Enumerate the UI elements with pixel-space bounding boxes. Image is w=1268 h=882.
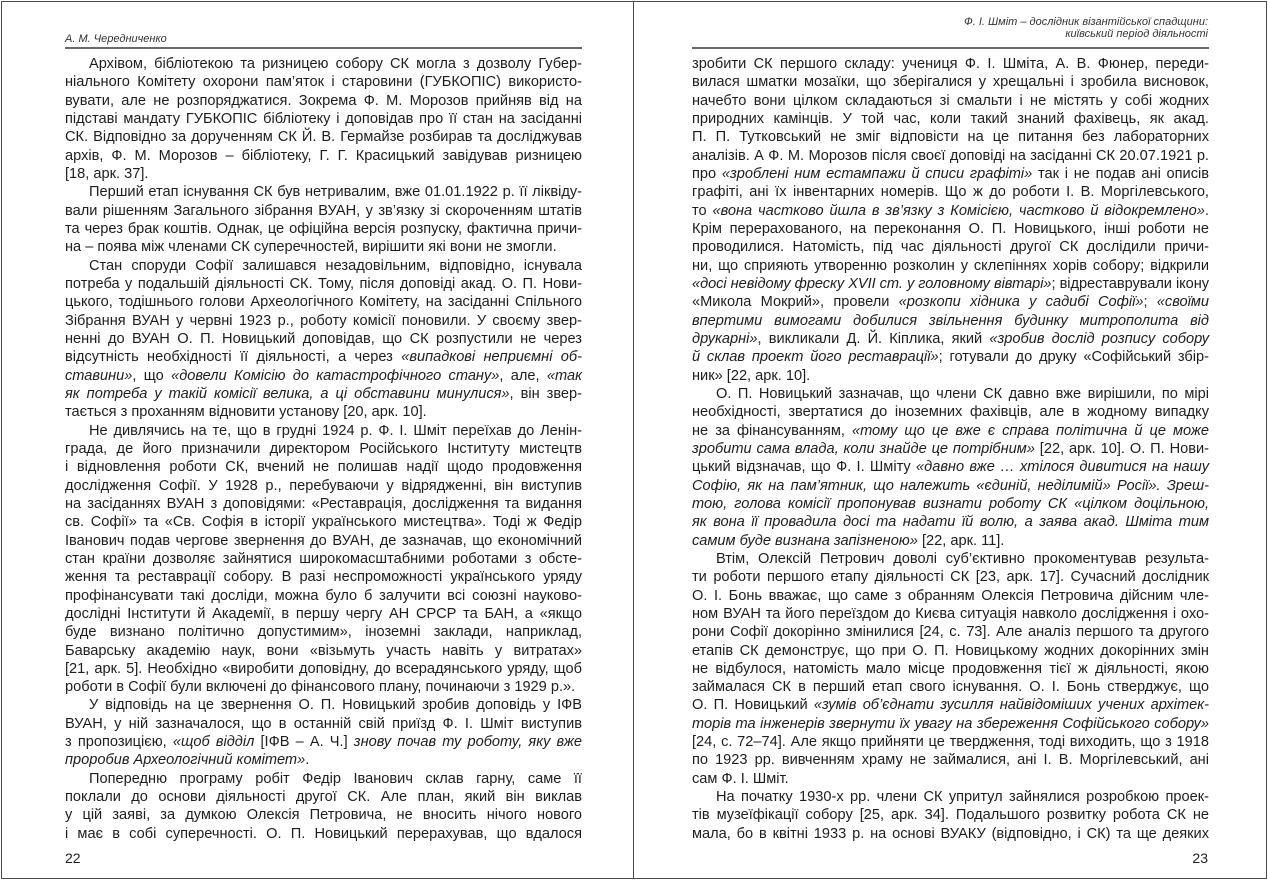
text-run: , він звер- xyxy=(509,385,583,402)
italic-quote: Софію, як на пам’ятник, що належить «єдиній, неділимій» Росії». Зреш- xyxy=(692,477,1209,494)
text-line xyxy=(65,587,582,605)
text-run: У відповідь на це звернення О. П. Новицький зробив доповідь у ІФВ xyxy=(89,697,582,714)
text-run: , що xyxy=(132,367,172,384)
text-run: ; готували до друку «Софійський збір- xyxy=(938,349,1209,366)
text-run: потреба у подальшій діяльності СК. Тому, після доповіді акад. О. П. Нови- xyxy=(65,275,582,292)
text-run: [22, арк. 11]. xyxy=(917,532,1005,549)
text-run: О. П. Новицький зазначав, що члени СК давно вже вирішили, по мірі xyxy=(716,385,1209,402)
text-run: Архівом, бібліотекою та ризницею собору СК могла з дозволу Губер- xyxy=(89,56,582,72)
text-line xyxy=(692,128,1209,146)
text-line xyxy=(692,147,1209,165)
text-run: ненні до ВУАН О. П. Новицький доповідав, що СК розпустили не через xyxy=(65,330,582,347)
italic-quote: «зумів об’єднати зусилля найвідоміших учених архітек- xyxy=(813,697,1209,714)
text-line xyxy=(692,422,1209,440)
text-run: не відбулося, натомість мало місце продовження тієї ж діяльності, якою xyxy=(692,660,1209,677)
italic-quote: проробив Археологічний комітет» xyxy=(65,752,306,769)
running-head-author: А. М. Чередниченко xyxy=(65,33,167,45)
text-run: рони Софії докорінно змінилися [24, с. 73]. Але аналіз першого та другого xyxy=(692,624,1209,641)
text-run: Перший етап існування СК був нетривалим, вже 01.01.1922 р. її ліквіду- xyxy=(89,184,582,201)
italic-quote: «тому що це вже є справа політична й це може xyxy=(851,422,1209,439)
paragraph xyxy=(692,55,1209,385)
text-line xyxy=(65,55,582,73)
text-run: Баварську академію наук, вони «візьмуть участь навіть у витратах» xyxy=(65,642,582,659)
italic-quote: торів та інженерів звернути їх увагу на збереження Софійського собору» xyxy=(692,715,1209,732)
page-number: 22 xyxy=(65,850,81,866)
text-run: «Микола Мокрий», провели xyxy=(692,294,899,311)
text-line xyxy=(65,715,582,733)
text-run: тів музеїфікації собору [25, арк. 34]. Подальшого розвитку робота СК не xyxy=(692,807,1209,824)
italic-quote: ставини» xyxy=(65,367,133,384)
text-line xyxy=(65,202,582,220)
italic-quote: «своїми xyxy=(1156,294,1209,311)
text-run: Крім перерахованого, на переконання О. П. Новицького, інші роботи не xyxy=(692,220,1209,237)
text-run: буде визнано політично допустимим», іноземні заклади, наприклад, xyxy=(65,624,582,641)
italic-quote: як потреба у такій комісії велика, а ці обставини минулися» xyxy=(65,385,510,402)
text-line xyxy=(65,623,582,641)
text-run: СК. Відповідно за дорученням СК Й. В. Гермайзе розбирав та досліджував xyxy=(65,129,582,146)
running-head-line: Ф. І. Шміт – дослідник візантійської спадщини: xyxy=(964,16,1208,28)
header-rule xyxy=(692,47,1209,49)
text-line xyxy=(692,73,1209,91)
text-run: вилася шматки мозаїки, що зберігалися у хрещальні і зробила висновок, xyxy=(692,74,1209,91)
text-run: архів, Ф. М. Морозов – бібліотеку, Г. Г. Красицький завідував ризницею xyxy=(65,147,582,164)
text-run: [18, арк. 37]. xyxy=(65,165,149,182)
text-line xyxy=(65,477,582,495)
italic-quote: самим буде визнана запізненою» xyxy=(692,532,918,549)
text-line xyxy=(692,275,1209,293)
text-line xyxy=(65,238,582,256)
text-line xyxy=(65,367,582,385)
text-run: начебто вони цілком складаються зі смальти і не містять у собі жодних xyxy=(692,92,1209,109)
text-line xyxy=(65,642,582,660)
text-run: мала, бо в квітні 1933 р. на основі ВУАКУ (відповідно, і СК) та ще деяких xyxy=(692,825,1209,842)
text-run: не за фінансуванням, xyxy=(692,422,852,439)
text-run: роботи в Софії були включені до фінансового плану, починаючи з 1929 р.». xyxy=(65,679,576,696)
paragraph xyxy=(65,770,582,843)
text-line xyxy=(65,110,582,128)
text-run: [ІФВ – А. Ч.] xyxy=(254,734,354,751)
text-run: займалася СК в перший етап свого існування. О. І. Бонь стверджує, що xyxy=(692,679,1209,696)
text-run: Попередню програму робіт Федір Іванович склав гарну, саме її xyxy=(89,770,582,787)
text-line xyxy=(65,403,582,421)
text-run: сам Ф. І. Шміт. xyxy=(692,770,789,787)
text-line xyxy=(65,770,582,788)
running-head-title xyxy=(964,16,1208,40)
text-line xyxy=(65,806,582,824)
text-run: О. І. Бонь вважає, що саме з обранням Олексія Петровича дійсним чле- xyxy=(692,587,1209,604)
text-run: Зібрання ВУАН у червні 1923 р., роботу комісії поновили. У своєму звер- xyxy=(65,312,582,329)
paragraph xyxy=(692,788,1209,843)
italic-quote: «вона частково йшла в зв’язку з Комісією, частково й відокремлено» xyxy=(712,202,1205,219)
text-line xyxy=(65,128,582,146)
text-run: природних камінців. У той час, коли такий знаний фахівець, як акад. xyxy=(692,110,1209,127)
text-run: проводилися. Натомість, під час діяльності другої СК дослідили причи- xyxy=(692,239,1209,256)
paragraph xyxy=(65,55,582,183)
text-run: цького, тодішнього голови Археологічного Комітету, на засіданні Спільного xyxy=(65,294,582,311)
text-line xyxy=(65,696,582,714)
paragraph xyxy=(65,696,582,769)
text-line xyxy=(65,458,582,476)
text-line xyxy=(692,348,1209,366)
text-line xyxy=(65,220,582,238)
italic-quote: «зробив дослід розпису собору xyxy=(989,330,1210,347)
text-run: ник» [22, арк. 10]. xyxy=(692,367,811,384)
text-run: св. Софії» та «Св. Софія в історії українського мистецтва». Тоді ж Федір xyxy=(65,514,582,531)
text-line xyxy=(65,660,582,678)
text-run: , але, xyxy=(499,367,547,384)
text-line xyxy=(692,312,1209,330)
text-line xyxy=(65,678,582,696)
italic-quote: «розкопи хідника у садибі Софії» xyxy=(898,294,1144,311)
text-run: О. П. Новицький xyxy=(692,697,814,714)
text-line xyxy=(692,55,1209,73)
text-line xyxy=(65,568,582,586)
text-run: так і не подав ані описів xyxy=(1032,165,1209,182)
text-line xyxy=(692,513,1209,531)
text-line xyxy=(692,770,1209,788)
italic-quote: впертими вимогами добилися звільнення будинку митрополита від xyxy=(692,312,1209,329)
italic-quote: й склав проект його реставрації» xyxy=(692,349,939,366)
paragraph xyxy=(692,385,1209,550)
body-text xyxy=(65,55,582,843)
text-run: то xyxy=(692,202,713,219)
text-line xyxy=(692,678,1209,696)
text-line xyxy=(692,715,1209,733)
text-line xyxy=(692,403,1209,421)
text-line xyxy=(692,330,1209,348)
text-run: [22, арк. 10]. О. П. Нови- xyxy=(1034,440,1209,457)
text-line xyxy=(692,385,1209,403)
text-line xyxy=(65,330,582,348)
page-left xyxy=(1,1,634,879)
italic-quote: «так xyxy=(546,367,583,384)
text-line xyxy=(692,623,1209,641)
text-line xyxy=(65,275,582,293)
text-line xyxy=(65,257,582,275)
text-run: про xyxy=(692,165,722,182)
text-run: тається з проханням відновити установу [20, арк. 10]. xyxy=(65,404,427,421)
text-line xyxy=(692,183,1209,201)
text-line xyxy=(692,696,1209,714)
page-right xyxy=(634,1,1267,879)
text-run: дослідження Софії. У 1928 р., перебуваючи у відрядженні, він виступив xyxy=(65,477,582,494)
text-line xyxy=(65,165,582,183)
paragraph xyxy=(65,257,582,422)
italic-quote: «досі невідому фреску XVII ст. у головному вівтарі» xyxy=(692,275,1052,292)
text-line xyxy=(692,293,1209,311)
text-run: на – поява між членами СК суперечностей, вирішити які вони не змогли. xyxy=(65,239,557,256)
text-line xyxy=(65,825,582,843)
text-run: [24, с. 72–74]. Але якщо прийняти це твердження, тоді виходить, що з 1918 xyxy=(692,734,1209,751)
text-run: Втім, Олексій Петрович доволі суб’єктивно прокоментував результа- xyxy=(716,550,1209,567)
text-line xyxy=(65,733,582,751)
text-line xyxy=(65,495,582,513)
italic-quote: «довели Комісію до катастрофічного стану» xyxy=(171,367,500,384)
text-line xyxy=(692,550,1209,568)
text-run: ти роботи першого етапу діяльності СК [23, арк. 17]. Сучасний дослідник xyxy=(692,569,1209,586)
text-line xyxy=(692,660,1209,678)
text-run: і має в собі суперечності. О. П. Новицький перерахував, що вдалося xyxy=(65,825,582,842)
text-run: ВУАН, у ній зазначалося, що в останній свій приїзд Ф. І. Шміт виступив xyxy=(65,715,582,732)
text-run: поклали до основи діяльності другої СК. Але план, який він виклав xyxy=(65,789,582,806)
text-line xyxy=(692,458,1209,476)
text-run: ни, що сприяють утворенню розколин у склепіннях хорів собору; відкрили xyxy=(692,257,1209,274)
text-run: Стан споруди Софії залишався незадовільним, відповідно, існувала xyxy=(89,257,582,274)
text-line xyxy=(65,73,582,91)
text-line xyxy=(692,202,1209,220)
text-line xyxy=(65,751,582,769)
text-run: цький відзначав, що Ф. І. Шміту xyxy=(692,459,917,476)
text-line xyxy=(692,495,1209,513)
text-line xyxy=(692,440,1209,458)
text-run: П. П. Тутковський не зміг відповісти на це питання без лабораторних xyxy=(692,129,1209,146)
italic-quote: «щоб відділ xyxy=(172,734,255,751)
text-line xyxy=(692,220,1209,238)
text-run: підставі мандату ГУБКОПІС бібліотеку і доповідав про її стан на засіданні xyxy=(65,110,582,127)
text-line xyxy=(692,165,1209,183)
text-run: на засіданнях ВУАН з доповідями: «Реставрація, дослідження та видання xyxy=(65,495,582,512)
text-line xyxy=(65,422,582,440)
text-run: . xyxy=(305,752,310,769)
text-line xyxy=(692,806,1209,824)
text-run: вали рішенням Загального зібрання ВУАН, у зв’язку зі скороченням штатів xyxy=(65,202,582,219)
text-run: з пропозицією, xyxy=(65,734,173,751)
text-line xyxy=(692,532,1209,550)
text-line xyxy=(692,238,1209,256)
italic-quote: знову почав ту роботу, яку вже xyxy=(353,734,582,751)
text-run: вувати, але не розпоряджатися. Зокрема Ф. М. Морозов прийняв від на xyxy=(65,92,582,109)
text-line xyxy=(65,440,582,458)
text-line xyxy=(65,183,582,201)
text-run: Іванович подав чергове звернення до ВУАН, де зазначав, що економічний xyxy=(65,532,582,549)
text-run: профінансувати такі досліди, можна було б залучити всі союзні науково- xyxy=(65,587,582,604)
text-line xyxy=(692,257,1209,275)
text-run: ніального Комітету охорони пам’яток і старовини (ГУБКОПІС) використо- xyxy=(65,74,582,91)
text-run: необхідності, звертатися до іноземних фахівців, але в жодному випадку xyxy=(692,404,1209,421)
text-line xyxy=(692,825,1209,843)
text-line xyxy=(692,642,1209,660)
text-line xyxy=(692,733,1209,751)
text-run: Не дивлячись на те, що в грудні 1924 р. Ф. І. Шміт переїхав до Ленін- xyxy=(89,422,582,439)
body-text xyxy=(692,55,1209,843)
text-line xyxy=(65,605,582,623)
text-run: відсутність необхідності її діяльності, а через xyxy=(65,349,402,366)
italic-quote: зробити сама влада, коли знайде це потрібним» xyxy=(692,440,1035,457)
text-run: стан країни дозволяє зайнятися широкомасштабними роботами з обсте- xyxy=(65,550,582,567)
text-line xyxy=(65,92,582,110)
text-line xyxy=(65,312,582,330)
text-line xyxy=(65,348,582,366)
text-line xyxy=(65,788,582,806)
text-run: зробити СК першого складу: учениця Ф. І. Шміта, А. В. Фюнер, переди- xyxy=(692,56,1209,72)
paragraph xyxy=(65,422,582,697)
text-line xyxy=(692,587,1209,605)
text-line xyxy=(692,110,1209,128)
text-run: [21, арк. 5]. Необхідно «виробити доповідну, до всерадянського уряду, щоб xyxy=(65,660,582,677)
text-run: і відновлення роботи СК, вчений не полишав надії щодо продовження xyxy=(65,459,582,476)
text-run: та через брак коштів. Однак, це офіційна версія розпуску, фактична причи- xyxy=(65,220,582,237)
text-line xyxy=(65,513,582,531)
text-run: ження та реставрації собору. В разі неспроможності українського уряду xyxy=(65,569,582,586)
text-line xyxy=(65,532,582,550)
page-number: 23 xyxy=(1192,850,1208,866)
italic-quote: «випадкові неприємні об- xyxy=(401,349,582,366)
text-line xyxy=(692,477,1209,495)
italic-quote: тою, голова комісії пропонував визнати роботу СК «цілком доцільною, xyxy=(692,495,1209,512)
text-run: ; xyxy=(1143,294,1157,311)
text-run: по 1923 рр. вивченням храму не займалися, ані І. В. Моргілевський, ані xyxy=(692,752,1209,769)
text-line xyxy=(65,385,582,403)
italic-quote: «зроблені ним естампажи й списи графіті» xyxy=(721,165,1033,182)
text-run: ном ВУАН та його переїздом до Києва ситуація навколо дослідження і охо- xyxy=(692,605,1209,622)
text-line xyxy=(65,550,582,568)
text-run: графіті, ані їх інвентарних номерів. Що ж до роботи І. В. Моргілевського, xyxy=(692,184,1209,201)
text-line xyxy=(692,751,1209,769)
text-line xyxy=(65,147,582,165)
text-line xyxy=(692,367,1209,385)
text-run: На початку 1930-х рр. члени СК упритул зайнялися розробкою проек- xyxy=(716,789,1209,806)
running-head-line: київський період діяльності xyxy=(1065,28,1208,40)
text-run: , викликали Д. Й. Кіплика, який xyxy=(757,330,990,347)
paragraph xyxy=(65,183,582,256)
text-run: етапів СК демонструє, що при О. П. Новицькому жодних докорінних змін xyxy=(692,642,1209,659)
paragraph xyxy=(692,550,1209,788)
text-line xyxy=(692,92,1209,110)
italic-quote: «давно вже … хтілося дивитися на нашу xyxy=(916,459,1210,476)
header-rule xyxy=(65,47,582,49)
italic-quote: як вона її провадила досі та надати їй волю, а заява акад. Шміта тим xyxy=(692,514,1209,531)
text-run: дослідні Інститути й Академії, в першу чергу АН СРСР та БАН, а «якщо xyxy=(65,605,582,622)
text-line xyxy=(65,293,582,311)
text-run: ; відреставрували ікону xyxy=(1051,275,1209,292)
text-line xyxy=(692,788,1209,806)
text-line xyxy=(692,605,1209,623)
text-run: у цій заяві, за думкою Олексія Петровича, не вносить нічого нового xyxy=(65,807,582,824)
text-run: . xyxy=(1204,202,1209,219)
text-run: аналізів. А Ф. М. Морозов після своєї доповіді на засіданні СК 20.07.1921 р. xyxy=(692,147,1209,164)
italic-quote: друкарні» xyxy=(692,330,758,347)
text-run: града, де його призначили директором Російського Інституту мистецтв xyxy=(65,440,582,457)
text-line xyxy=(692,568,1209,586)
